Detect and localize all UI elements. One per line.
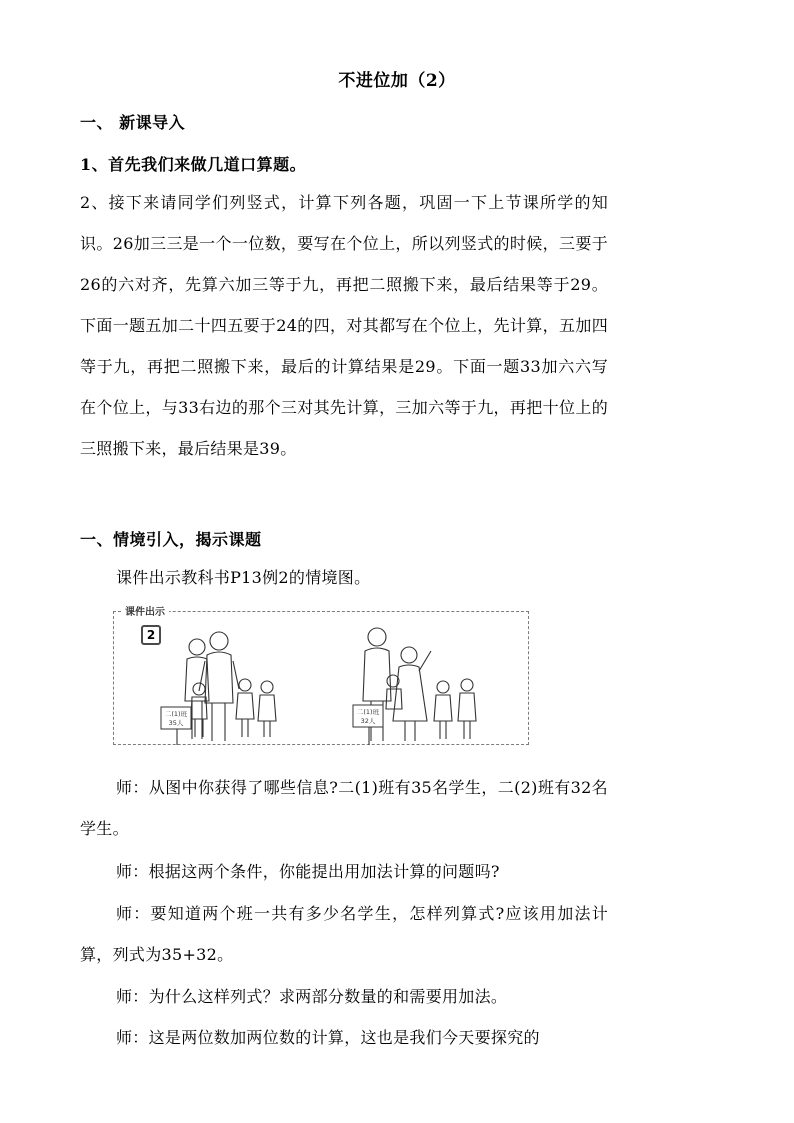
dialogue-expression: 师：要知道两个班一共有多少名学生，怎样列算式?应该用加法计算，列式为35+32。 <box>80 904 608 964</box>
family-group-right-drawing <box>347 621 487 747</box>
dialogue-question: 师：根据这两个条件，你能提出用加法计算的问题吗? <box>116 862 500 881</box>
item-oral-calculation: 1、首先我们来做几道口算题。 <box>80 155 307 174</box>
paragraph-vertical-calculation: 2、接下来请同学们列竖式，计算下列各题，巩固一下上节课所学的知识。26加三三是一个一位数，要写在个位上，所以列竖式的时候，三要于26的六对齐，先算六加三等于九，再把二照搬下来，最后结果等于29。下面一题五加二十四五要于24的四，对其都写在个位上，先计算，五加四等于九，再把二照搬下来，最后的计算结果是29。下面一题33加六六写在个位上，与33右边的那个三对其先计算，三加六等于九，再把十位上的三照搬下来，最后结果是39。 <box>80 193 608 458</box>
paragraph-courseware-intro: 课件出示教科书P13例2的情境图。 <box>116 568 371 587</box>
dialogue-information: 师：从图中你获得了哪些信息?二(1)班有35名学生，二(2)班有32名学生。 <box>80 778 608 838</box>
section-heading-scenario: 一、情境引入，揭示课题 <box>80 530 262 549</box>
dialogue-topic: 师：这是两位数加两位数的计算，这也是我们今天要探究的 <box>116 1028 540 1047</box>
sign-left-class: 二(1)班 <box>164 710 188 718</box>
family-group-left-drawing <box>157 621 297 747</box>
page-title: 不进位加（2） <box>338 71 456 91</box>
sign-right-count: 32人 <box>360 717 376 725</box>
sign-right-class: 二(1)班 <box>356 708 380 716</box>
courseware-tag: 课件出示 <box>121 603 169 618</box>
dialogue-reason: 师：为什么这样列式？求两部分数量的和需要用加法。 <box>116 987 508 1006</box>
example-number-badge: 2 <box>141 625 161 645</box>
sign-left-count: 35人 <box>168 719 184 727</box>
section-heading-intro: 一、 新课导入 <box>80 113 186 132</box>
scenario-illustration <box>107 603 531 747</box>
